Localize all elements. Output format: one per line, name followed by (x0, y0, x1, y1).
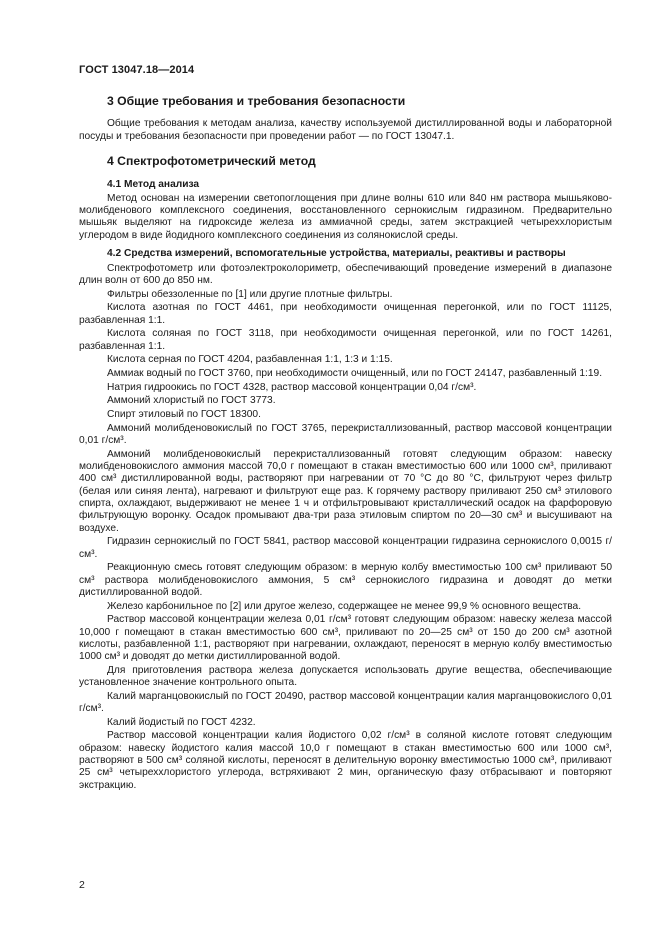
section-4-title: 4 Спектрофотометрический метод (107, 154, 316, 169)
paragraph: Реакционную смесь готовят следующим образом: в мерную колбу вместимостью 100 см³ приливают 50 см³ раствора молибденовокислого аммония, 5 см³ сернокислого гидразина и доводят до метки дистиллированной водой. (79, 562, 612, 598)
paragraph: Спирт этиловый по ГОСТ 18300. (107, 409, 261, 421)
section-3-title: 3 Общие требования и требования безопасности (107, 94, 406, 108)
paragraph: Фильтры обеззоленные по [1] или другие плотные фильтры. (107, 288, 393, 300)
section-3-paragraph: Общие требования к методам анализа, качеству используемой дистиллированной воды и лабораторной посуды и требования безопасности при проведении работ — по ГОСТ 13047.1. (79, 118, 612, 142)
page-header: ГОСТ 13047.18—2014 (79, 64, 195, 76)
paragraph: Раствор массовой концентрации железа 0,01 г/см³ готовят следующим образом: навеску железа массой 10,000 г помещают в стакан вместимостью 600 см³, приливают по 20—25 см³ от 150 до 200 см³ азотной кислоты, разбавленной 1:1, растворяют при нагревании, охлаждают, переносят в мерную колбу вместимостью 1000 см³ и доводят до метки дистиллированной водой. (79, 614, 612, 663)
paragraph: Кислота азотная по ГОСТ 4461, при необходимости очищенная перегонкой, или по ГОСТ 11125, разбавленная 1:1. (79, 302, 612, 326)
paragraph: Кислота соляная по ГОСТ 3118, при необходимости очищенная перегонкой, или по ГОСТ 14261, разбавленная 1:1. (79, 328, 612, 352)
paragraph: Аммоний молибденовокислый по ГОСТ 3765, перекристаллизованный, раствор массовой концентрации 0,01 г/см³. (79, 422, 612, 447)
paragraph: Аммоний хлористый по ГОСТ 3773. (107, 395, 276, 407)
paragraph: Аммоний молибденовокислый перекристаллизованный готовят следующим образом: навеску молибденовокислого аммония массой 70,0 г помещают в стакан вместимостью 600 или 1000 см³, приливают 400 см³ дистиллированной воды, растворяют при нагревании от 70 °С до 80 °С, фильтруют через фильтр (белая или синяя лента), нагревают и фильтруют еще раз. К горячему раствору приливают 250 см³ этилового спирта, охлаждают, выдерживают не менее 1 ч и отфильтровывают кристаллический осадок на фарфоровую фильтрующую воронку. Осадок промывают два-три раза этиловым спиртом по 20—30 см³ и высушивают на воздухе. (79, 448, 612, 534)
paragraph: Калий марганцовокислый по ГОСТ 20490, раствор массовой концентрации калия марганцовокислого 0,01 г/см³. (79, 690, 612, 715)
page-number: 2 (79, 879, 85, 891)
paragraph: Аммиак водный по ГОСТ 3760, при необходимости очищенный, или по ГОСТ 24147, разбавленный 1:19. (107, 368, 603, 380)
page-content (79, 95, 612, 793)
subsection-4-1-paragraph: Метод основан на измерении светопоглощения при длине волны 610 или 840 нм раствора мышьяково-молибденового комплексного соединения, восстановленного сернокислым гидразином. Предварительно мышьяк выделяют на гидроксиде железа из аммиачной среды, затем экстракцией четыреххлористым углеродом в виде йодидного комплексного соединения из солянокислой среды. (79, 192, 612, 241)
paragraph: Раствор массовой концентрации калия йодистого 0,02 г/см³ в соляной кислоте готовят следующим образом: навеску йодистого калия массой 10,0 г помещают в стакан вместимостью 600 или 1000 см³, растворяют в 500 см³ соляной кислоты, переносят в делительную воронку вместимостью 1000 см³, приливают 25 см³ четыреххлористого углерода, встряхивают 2 мин, органическую фазу отбрасывают и повторяют экстракцию. (79, 730, 612, 791)
subsection-4-2-title: 4.2 Средства измерений, вспомогательные устройства, материалы, реактивы и растворы (107, 248, 566, 260)
paragraph: Кислота серная по ГОСТ 4204, разбавленная 1:1, 1:3 и 1:15. (107, 354, 393, 366)
paragraph: Натрия гидроокись по ГОСТ 4328, раствор массовой концентрации 0,04 г/см³. (107, 381, 477, 393)
paragraph: Калий йодистый по ГОСТ 4232. (107, 716, 256, 728)
paragraph: Спектрофотометр или фотоэлектроколориметр, обеспечивающий проведение измерений в диапазоне длин волн от 600 до 850 нм. (79, 262, 612, 287)
paragraph: Гидразин сернокислый по ГОСТ 5841, раствор массовой концентрации гидразина сернокислого 0,0015 г/см³. (79, 536, 612, 560)
paragraph: Железо карбонильное по [2] или другое железо, содержащее не менее 99,9 % основного вещества. (107, 600, 582, 612)
subsection-4-1-title: 4.1 Метод анализа (107, 178, 200, 190)
paragraph: Для приготовления раствора железа допускается использовать другие вещества, обеспечивающие установленное значение контрольного опыта. (79, 664, 612, 689)
